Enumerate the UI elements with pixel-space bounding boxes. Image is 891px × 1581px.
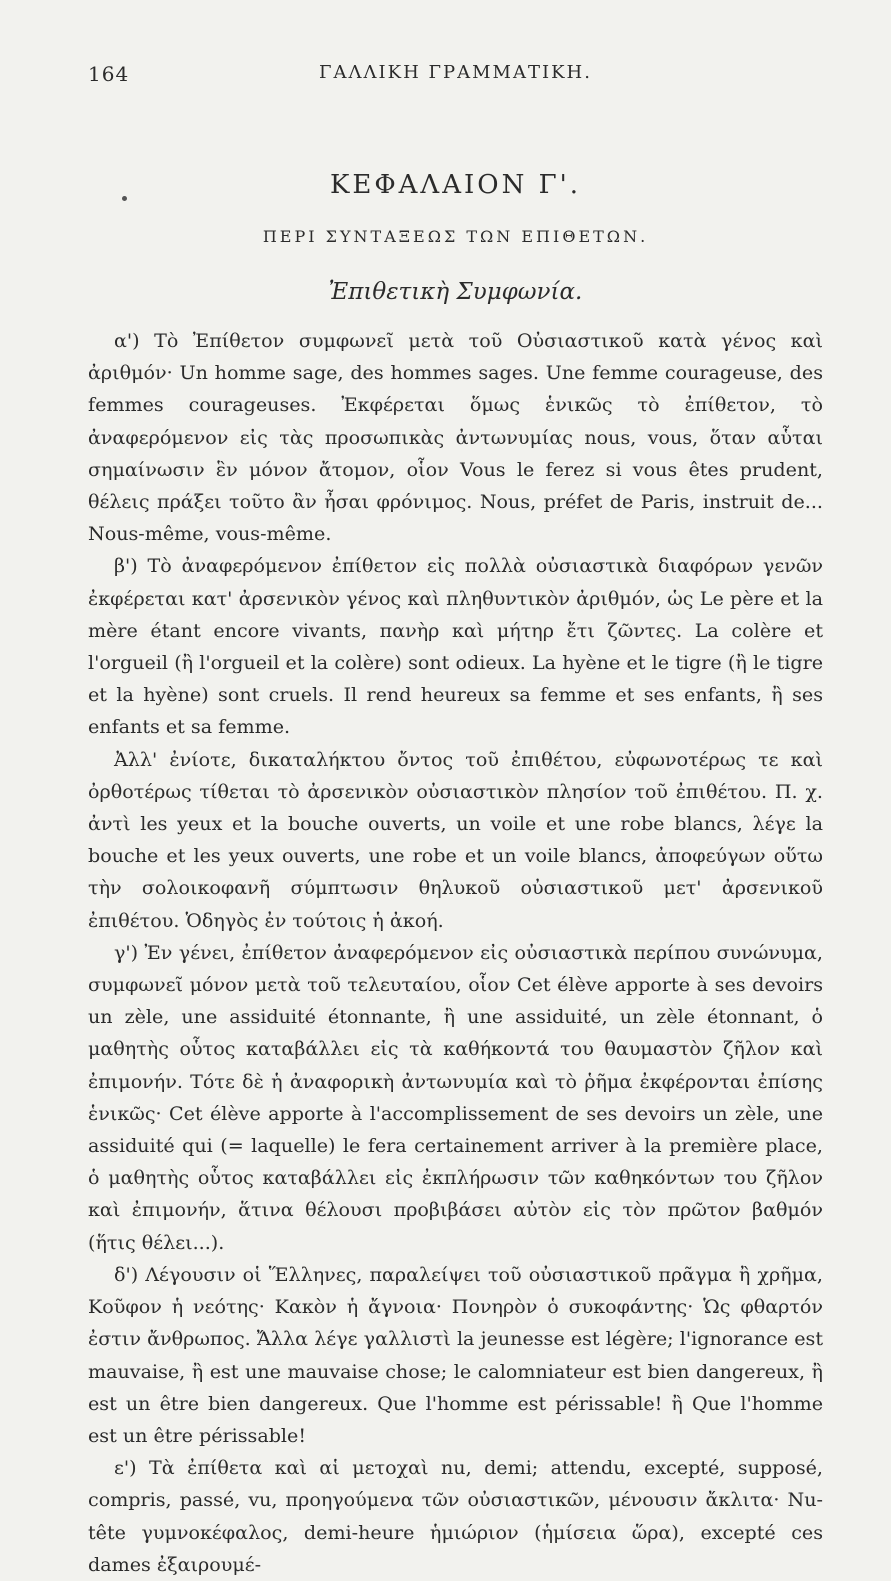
book-page bbox=[88, 50, 823, 1576]
page-header bbox=[88, 50, 823, 92]
paragraph-beta: β') Τὸ ἀναφερόμενον ἐπίθετον εἰς πολλὰ οὐσιαστικὰ διαφόρων γενῶν ἐκφέρεται κατ' ἀρσενικὸν γένος καὶ πληθυντικὸν ἀριθμόν, ὡς Le père et la mère étant encore vivants, πανὴρ καὶ μήτηρ ἔτι ζῶντες. La colère et l'orgueil (ἢ l'orgueil et la colère) sont odieux. La hyène et le tigre (ἢ le tigre et la hyène) sont cruels. Il rend heureux sa femme et ses enfants, ἢ ses enfants et sa femme. bbox=[88, 554, 823, 739]
paragraph-beta-note: Ἀλλ' ἐνίοτε, δικαταλήκτου ὄντος τοῦ ἐπιθέτου, εὐφωνοτέρως τε καὶ ὀρθοτέρως τίθεται τὸ ἀρσενικὸν οὐσιαστικὸν πλησίον τοῦ ἐπιθέτου. Π. χ. ἀντὶ les yeux et la bouche ouverts, un voile et une robe blancs, λέγε la bouche et les yeux ouverts, une robe et un voile blancs, ἀποφεύγων οὕτω τὴν σολοικοφανῆ σύμπτωσιν θηλυκοῦ οὐσιαστικοῦ μετ' ἀρσενικοῦ ἐπιθέτου. Ὁδηγὸς ἐν τούτοις ἡ ἀκοή. bbox=[88, 747, 823, 932]
paragraph-delta: δ') Λέγουσιν οἱ Ἕλληνες, παραλείψει τοῦ οὐσιαστικοῦ πρᾶγμα ἢ χρῆμα, Κοῦφον ἡ νεότης· Κακὸν ἡ ἄγνοια· Πονηρὸν ὁ συκοφάντης· Ὡς φθαρτόν ἐστιν ἄνθρωπος. Ἄλλα λέγε γαλλιστὶ la jeunesse est légère; l'ignorance est mauvaise, ἢ est une mauvaise chose; le calomniateur est bien dangereux, ἢ est un être bien dangereux. Que l'homme est périssable! ἢ Que l'homme est un être périssable! bbox=[88, 1262, 823, 1447]
section-title: ΠΕΡΙ ΣΥΝΤΑΞΕΩΣ ΤΩΝ ΕΠΙΘΕΤΩΝ. bbox=[262, 227, 649, 246]
page-number: 164 bbox=[88, 62, 130, 86]
paragraph-gamma: γ') Ἐν γένει, ἐπίθετον ἀναφερόμενον εἰς οὐσιαστικὰ περίπου συνώνυμα, συμφωνεῖ μόνον μετὰ τοῦ τελευταίου, οἷον Cet élève apporte à ses devoirs un zèle, une assiduité étonnante, ἢ une assiduité, un zèle étonnant, ὁ μαθητὴς οὗτος καταβάλλει εἰς τὰ καθήκοντά του θαυμαστὸν ζῆλον καὶ ἐπιμονήν. Τότε δὲ ἡ ἀναφορικὴ ἀντωνυμία καὶ τὸ ῥῆμα ἐκφέρονται ἐπίσης ἑνικῶς· Cet élève apporte à l'accomplissement de ses devoirs un zèle, une assiduité qui (= laquelle) le fera certainement arriver à la première place, ὁ μαθητὴς οὗτος καταβάλλει εἰς ἐκπλήρωσιν τῶν καθηκόντων του ζῆλον καὶ ἐπιμονήν, ἅτινα θέλουσι προβιβάσει αὐτὸν εἰς τὸν πρῶτον βαθμόν (ἥτις θέλει...). bbox=[88, 940, 823, 1254]
chapter-title: ΚΕΦΑΛΑΙΟΝ Γ'. bbox=[329, 170, 582, 200]
subsection-title: Ἐπιθετικὴ Συμφωνία. bbox=[328, 279, 583, 305]
running-title: ΓΑΛΛΙΚΗ ΓΡΑΜΜΑΤΙΚΗ. bbox=[319, 62, 592, 83]
paragraph-alpha: α') Τὸ Ἐπίθετον συμφωνεῖ μετὰ τοῦ Οὐσιαστικοῦ κατὰ γένος καὶ ἀριθμόν· Un homme sage, des hommes sages. Une femme courageuse, des femmes courageuses. Ἐκφέρεται ὅμως ἑνικῶς τὸ ἐπίθετον, τὸ ἀναφερόμενον εἰς τὰς προσωπικὰς ἀντωνυμίας nous, vous, ὅταν αὗται σημαίνωσιν ἓν μόνον ἄτομον, οἷον Vous le ferez si vous êtes prudent, θέλεις πράξει τοῦτο ἂν ἦσαι φρόνιμος. Nous, préfet de Paris, instruit de... Nous-même, vous-même. bbox=[88, 329, 823, 546]
paragraph-epsilon: ε') Τὰ ἐπίθετα καὶ αἱ μετοχαὶ nu, demi; attendu, excepté, supposé, compris, passé, vu, προηγούμενα τῶν οὐσιαστικῶν, μένουσιν ἄκλιτα· Nu-tête γυμνοκέφαλος, demi-heure ἡμιώριον (ἡμίσεια ὥρα), excepté ces dames ἐξαιρουμέ- bbox=[88, 1456, 823, 1576]
ink-dot-mark bbox=[122, 196, 127, 201]
